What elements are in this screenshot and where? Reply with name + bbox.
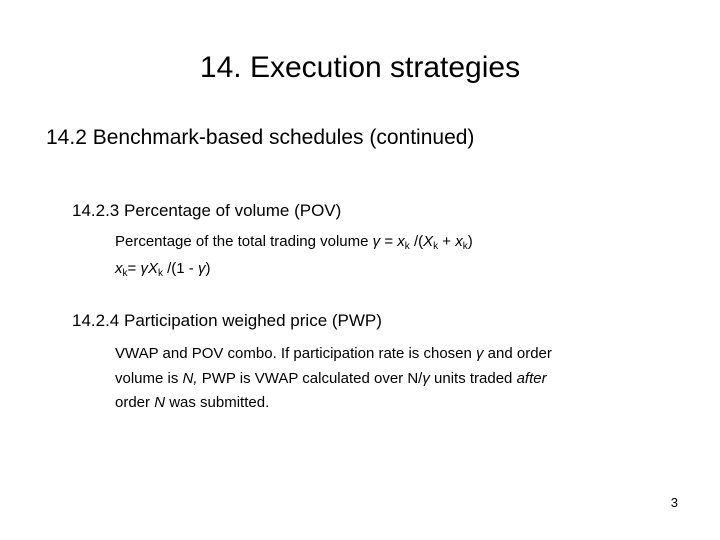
pwp-text: and order [483,345,552,362]
gamma-symbol: γ [140,260,148,277]
subscript-k: k [433,241,439,252]
pwp-text-line-3 [115,393,269,413]
x-variable: x [115,260,123,277]
pwp-text-line-1 [115,344,552,364]
pov-text: Percentage of the total trading volume [115,233,373,250]
close-paren: ) [205,260,211,277]
gamma-symbol: γ [422,370,430,387]
n-variable: N [154,394,166,411]
slide-title: 14. Execution strategies [199,51,521,84]
pwp-text: order [115,394,155,411]
x-variable: x [397,233,405,250]
pwp-text-line-2 [115,369,547,389]
gamma-symbol: γ [476,345,484,362]
subscript-k: k [404,241,410,252]
subsection-heading-pov: 14.2.3 Percentage of volume (POV) [72,201,342,220]
close-paren: ) [467,233,473,250]
page-number: 3 [670,495,678,510]
equals-sign: = [380,233,398,250]
gamma-symbol: γ [197,260,206,277]
pwp-text: PWP is VWAP calculated over N/ [197,370,423,387]
pov-formula-line-2 [115,259,210,279]
subscript-k: k [122,268,128,279]
big-x-variable: X [147,260,158,277]
division-open: /( [409,233,424,250]
pwp-text: volume is [115,370,183,387]
pwp-text: units traded [429,370,517,387]
pwp-text: was submitted. [165,394,270,411]
plus-sign: + [438,233,456,250]
gamma-symbol: γ [372,233,381,250]
pov-formula-line-1 [115,232,473,252]
subscript-k: k [462,241,468,252]
division-open: /(1 - [162,260,198,277]
n-variable: N, [182,370,198,387]
big-x-variable: X [423,233,434,250]
section-heading: 14.2 Benchmark-based schedules (continued) [46,126,475,149]
subscript-k: k [157,268,163,279]
pwp-text: VWAP and POV combo. If participation rate is chosen [115,345,477,362]
after-emphasis: after [516,370,547,387]
x-variable: x [455,233,463,250]
subsection-heading-pwp: 14.2.4 Participation weighed price (PWP) [72,311,382,330]
equals-sign: = [127,260,141,277]
